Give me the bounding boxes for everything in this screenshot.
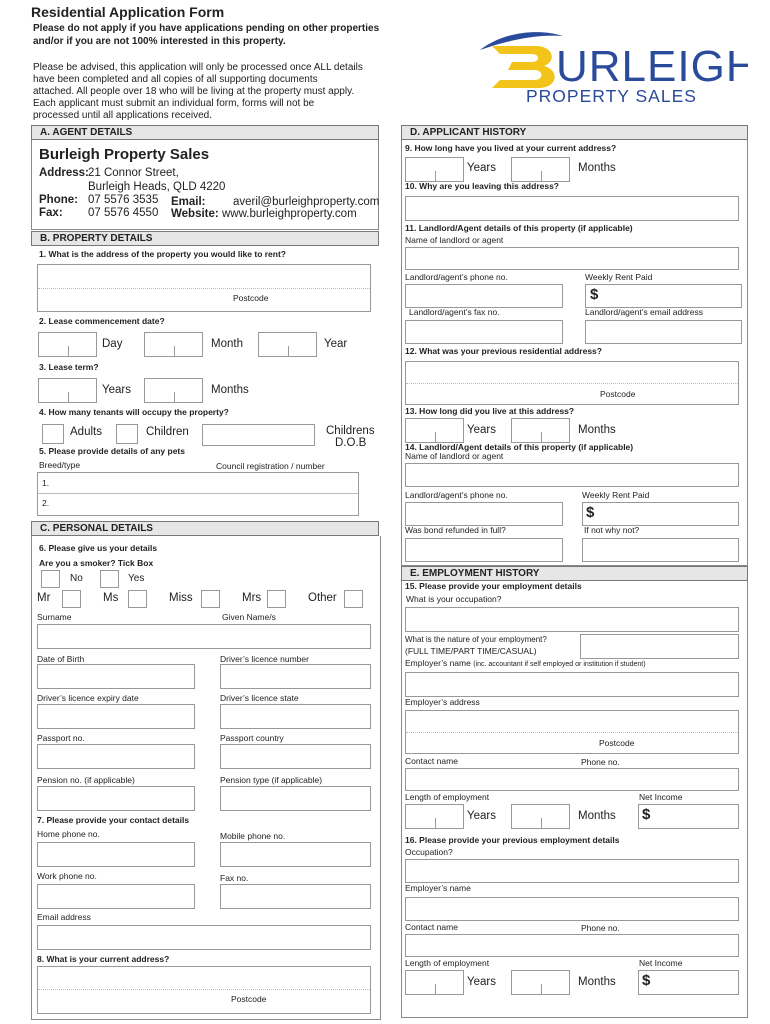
postcode-label: Postcode	[233, 293, 269, 303]
agent-address-line-1: 21 Connor Street,	[88, 167, 179, 179]
divider	[38, 989, 370, 990]
section-d-header: D. APPLICANT HISTORY	[401, 125, 748, 140]
question-15: 15. Please provide your employment details	[405, 581, 582, 591]
previous-landlord-phone-input[interactable]	[405, 502, 563, 526]
postcode-label: Postcode	[600, 389, 636, 399]
landlord-fax-label: Landlord/agent’s fax no.	[409, 307, 500, 317]
passport-number-label: Passport no.	[37, 733, 85, 743]
divider	[38, 288, 370, 289]
years-label: Years	[467, 976, 496, 988]
title-mr-label: Mr	[37, 592, 51, 604]
breed-label: Breed/type	[39, 460, 81, 470]
weekly-rent-label: Weekly Rent Paid	[582, 490, 650, 500]
landlord-phone-label: Landlord/agent’s phone no.	[405, 272, 508, 282]
fax-input[interactable]	[220, 884, 371, 909]
passport-country-label: Passport country	[220, 733, 284, 743]
employer-name-label: Employer’s name (inc. accountant if self employed or institution if student)	[405, 658, 646, 668]
current-years-input[interactable]	[405, 157, 464, 182]
question-11: 11. Landlord/Agent details of this property (if applicable)	[405, 223, 633, 233]
licence-expiry-input[interactable]	[37, 704, 195, 729]
licence-state-label: Driver’s licence state	[220, 693, 299, 703]
licence-state-input[interactable]	[220, 704, 371, 729]
bond-label: Was bond refunded in full?	[405, 525, 506, 535]
current-address-input[interactable]	[37, 966, 371, 1014]
agent-email: averil@burleighproperty.com	[233, 196, 380, 208]
landlord-email-input[interactable]	[585, 320, 742, 344]
title-other-label: Other	[308, 592, 337, 604]
advice-line: attached. All people over 18 who will be living at the property must apply.	[33, 86, 355, 97]
previous-employer-name-input[interactable]	[405, 897, 739, 921]
children-dob-label: Childrens	[326, 425, 375, 437]
advice-line: Each applicant must submit an individual form, forms will not be	[33, 98, 315, 109]
agent-name: Burleigh Property Sales	[39, 146, 210, 163]
employment-months-input[interactable]	[511, 804, 570, 829]
dollar-sign: $	[586, 504, 595, 521]
work-phone-label: Work phone no.	[37, 871, 97, 881]
contact-name-label: Contact name	[405, 756, 458, 766]
lease-years-input[interactable]	[38, 378, 97, 403]
adults-count-input[interactable]	[42, 424, 64, 444]
children-label: Children	[146, 426, 189, 438]
passport-number-input[interactable]	[37, 744, 195, 769]
divider	[406, 383, 738, 384]
net-income-label: Net Income	[639, 792, 683, 802]
agent-website: www.burleighproperty.com	[222, 208, 357, 220]
pet-row-2: 2.	[42, 498, 50, 508]
employment-types-label: (FULL TIME/PART TIME/CASUAL)	[405, 646, 537, 656]
lease-months-input[interactable]	[144, 378, 203, 403]
previous-months-employed-input[interactable]	[511, 970, 570, 995]
contact-name-label: Contact name	[405, 922, 458, 932]
leaving-reason-input[interactable]	[405, 196, 739, 221]
years-label: Years	[467, 162, 496, 174]
months-label: Months	[578, 810, 616, 822]
landlord-phone-label: Landlord/agent’s phone no.	[405, 490, 508, 500]
section-e-header: E. EMPLOYMENT HISTORY	[401, 566, 748, 581]
licence-number-input[interactable]	[220, 664, 371, 689]
pets-table[interactable]	[37, 472, 359, 516]
question-5: 5. Please provide details of any pets	[39, 446, 185, 456]
if-not-label: If not why not?	[584, 525, 640, 535]
postcode-label: Postcode	[599, 738, 635, 748]
advice-line: Please be advised, this application will only be processed once ALL details	[33, 62, 363, 73]
question-7: 7. Please provide your contact details	[37, 815, 190, 825]
lease-month-input[interactable]	[144, 332, 203, 357]
divider	[406, 732, 738, 733]
landlord-name-input[interactable]	[405, 247, 739, 270]
years-label: Years	[467, 810, 496, 822]
pension-type-label: Pension type (if applicable)	[220, 775, 323, 785]
adults-label: Adults	[70, 426, 102, 438]
licence-number-label: Driver’s licence number	[220, 654, 309, 664]
title-ms-label: Ms	[103, 592, 119, 604]
pension-number-label: Pension no. (if applicable)	[37, 775, 135, 785]
children-dob-input[interactable]	[202, 424, 315, 446]
title-mr-checkbox[interactable]	[62, 590, 81, 608]
mobile-phone-label: Mobile phone no.	[220, 831, 286, 841]
burleigh-logo	[478, 24, 748, 106]
dollar-sign: $	[642, 972, 651, 989]
agent-fax: 07 5576 4550	[88, 207, 159, 219]
agent-address-line-2: Burleigh Heads, QLD 4220	[88, 181, 226, 193]
phone-no-label: Phone no.	[581, 757, 620, 767]
previous-occupation-label: Occupation?	[405, 847, 453, 857]
years-label: Years	[102, 384, 131, 396]
months-label: Months	[578, 976, 616, 988]
home-phone-input[interactable]	[37, 842, 195, 867]
name-input[interactable]	[37, 624, 371, 649]
section-b-header: B. PROPERTY DETAILS	[31, 231, 379, 246]
children-dob-label: D.O.B	[335, 437, 367, 449]
weekly-rent-input[interactable]	[585, 284, 742, 308]
previous-net-income-input[interactable]	[638, 970, 739, 995]
previous-employer-name-label: Employer’s name	[405, 883, 471, 893]
question-1: 1. What is the address of the property you would like to rent?	[39, 249, 287, 259]
logo-swoosh-icon	[478, 24, 748, 106]
notice-line-1: Please do not apply if you have applications pending on other properties	[33, 23, 380, 34]
months-label: Months	[211, 384, 249, 396]
mobile-phone-input[interactable]	[220, 842, 371, 867]
council-label: Council registration / number	[216, 461, 325, 471]
title-mrs-label: Mrs	[242, 592, 262, 604]
question-13: 13. How long did you live at this address?	[405, 406, 575, 416]
question-3: 3. Lease term?	[39, 362, 99, 372]
month-label: Month	[211, 338, 243, 350]
agent-email-label: Email:	[171, 196, 206, 208]
section-a-header: A. AGENT DETAILS	[31, 125, 379, 140]
lease-day-input[interactable]	[38, 332, 97, 357]
year-label: Year	[324, 338, 348, 350]
months-label: Months	[578, 162, 616, 174]
children-count-input[interactable]	[116, 424, 138, 444]
dollar-sign: $	[642, 806, 651, 823]
dob-input[interactable]	[37, 664, 195, 689]
lease-year-input[interactable]	[258, 332, 317, 357]
pet-row-1: 1.	[42, 478, 50, 488]
notice-line-2: and/or if you are not 100% interested in this property.	[33, 36, 286, 47]
question-8: 8. What is your current address?	[37, 954, 170, 964]
passport-country-input[interactable]	[220, 744, 371, 769]
employer-name-input[interactable]	[405, 672, 739, 697]
title-miss-checkbox[interactable]	[201, 590, 220, 608]
occupation-input[interactable]	[405, 607, 739, 632]
occupation-label: What is your occupation?	[406, 594, 502, 604]
current-months-input[interactable]	[511, 157, 570, 182]
landlord-email-label: Landlord/agent’s email address	[585, 307, 703, 317]
landlord-name-label: Name of landlord or agent	[405, 235, 504, 245]
employment-years-input[interactable]	[405, 804, 464, 829]
question-9: 9. How long have you lived at your current address?	[405, 143, 617, 153]
question-6: 6. Please give us your details	[39, 543, 158, 553]
bond-input[interactable]	[405, 538, 563, 562]
landlord-phone-input[interactable]	[405, 284, 563, 308]
title-ms-checkbox[interactable]	[128, 590, 147, 608]
title-miss-label: Miss	[169, 592, 193, 604]
previous-months-input[interactable]	[511, 418, 570, 443]
landlord-fax-input[interactable]	[405, 320, 563, 344]
length-label: Length of employment	[405, 792, 490, 802]
licence-expiry-label: Driver’s licence expiry date	[37, 693, 139, 703]
agent-website-label: Website:	[171, 208, 219, 220]
question-10: 10. Why are you leaving this address?	[405, 181, 559, 191]
day-label: Day	[102, 338, 123, 350]
divider	[38, 493, 358, 494]
agent-fax-label: Fax:	[39, 207, 63, 219]
advice-line: processed until all applications received.	[33, 110, 212, 121]
previous-years-employed-input[interactable]	[405, 970, 464, 995]
previous-contact-input[interactable]	[405, 934, 739, 957]
title-mrs-checkbox[interactable]	[267, 590, 286, 608]
dollar-sign: $	[590, 286, 599, 303]
previous-occupation-input[interactable]	[405, 859, 739, 883]
net-income-label: Net Income	[639, 958, 683, 968]
previous-years-input[interactable]	[405, 418, 464, 443]
yes-label: Yes	[128, 573, 145, 584]
question-4: 4. How many tenants will occupy the property?	[39, 407, 229, 417]
previous-landlord-name-input[interactable]	[405, 463, 739, 487]
email-input[interactable]	[37, 925, 371, 950]
home-phone-label: Home phone no.	[37, 829, 100, 839]
employer-address-label: Employer’s address	[405, 697, 480, 707]
weekly-rent-label: Weekly Rent Paid	[585, 272, 653, 282]
title-other-checkbox[interactable]	[344, 590, 363, 608]
form-title: Residential Application Form	[31, 4, 225, 20]
logo-subtitle: PROPERTY SALES	[526, 86, 697, 106]
logo-wordmark: URLEIGH	[556, 42, 748, 91]
previous-weekly-rent-input[interactable]	[582, 502, 739, 526]
dob-label: Date of Birth	[37, 654, 85, 664]
postcode-label: Postcode	[231, 994, 267, 1004]
employment-nature-label: What is the nature of your employment?	[405, 635, 547, 644]
question-16: 16. Please provide your previous employment details	[405, 835, 620, 845]
smoker-yes-checkbox[interactable]	[100, 570, 119, 588]
smoker-no-checkbox[interactable]	[41, 570, 60, 588]
landlord-name-label: Name of landlord or agent	[405, 451, 504, 461]
employment-nature-input[interactable]	[580, 634, 739, 659]
fax-label: Fax no.	[220, 873, 249, 883]
length-label: Length of employment	[405, 958, 490, 968]
agent-phone: 07 5576 3535	[88, 194, 159, 206]
given-name-label: Given Name/s	[222, 612, 276, 622]
agent-address-label: Address:	[39, 167, 89, 179]
months-label: Months	[578, 424, 616, 436]
pension-type-input[interactable]	[220, 786, 371, 811]
phone-no-label: Phone no.	[581, 923, 620, 933]
contact-input[interactable]	[405, 768, 739, 791]
question-2: 2. Lease commencement date?	[39, 316, 165, 326]
smoker-question: Are you a smoker? Tick Box	[39, 558, 154, 568]
email-label: Email address	[37, 912, 91, 922]
no-label: No	[70, 573, 83, 584]
pension-number-input[interactable]	[37, 786, 195, 811]
net-income-input[interactable]	[638, 804, 739, 829]
agent-phone-label: Phone:	[39, 194, 78, 206]
surname-label: Surname	[37, 612, 72, 622]
question-12: 12. What was your previous residential address?	[405, 346, 602, 356]
years-label: Years	[467, 424, 496, 436]
work-phone-input[interactable]	[37, 884, 195, 909]
bond-reason-input[interactable]	[582, 538, 739, 562]
question-14: 14. Landlord/Agent details of this property (if applicable)	[405, 442, 634, 452]
section-c-header: C. PERSONAL DETAILS	[31, 521, 379, 536]
advice-line: have been completed and all copies of all supporting documents	[33, 74, 318, 85]
